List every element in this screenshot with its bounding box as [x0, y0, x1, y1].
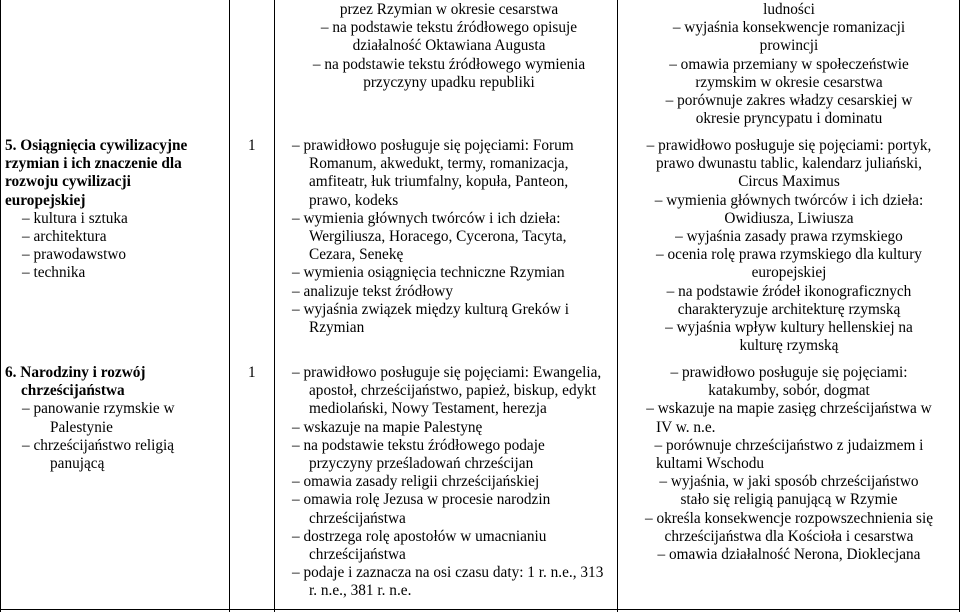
requirement-line: – omawia działalność Nerona, Dioklecjana	[657, 545, 921, 563]
basic-requirements-topic-6	[292, 364, 614, 600]
extended-requirements-topic-6	[622, 364, 956, 564]
table-border-2	[274, 0, 275, 612]
topic-5-item: – prawodawstwo	[22, 246, 127, 264]
requirement-line: – wyjaśnia wpływ kultury hellenskiej na	[665, 318, 913, 336]
requirement-line: ludności	[763, 1, 815, 18]
table-border-left	[0, 0, 1, 612]
requirement-line: – na podstawie tekstu źródłowego podaje	[292, 436, 545, 454]
topic-6-title-line: chrześcijaństwa	[21, 382, 125, 400]
topic-5-title-line: rozwoju cywilizacji	[5, 173, 131, 191]
requirement-line: rzymskim w okresie cesarstwa	[695, 73, 883, 91]
table-border-1	[229, 0, 230, 612]
requirement-line: r. n.e., 381 r. n.e.	[309, 582, 412, 600]
requirement-line: – prawidłowo posługuje się pojęciami: Forum	[292, 137, 574, 154]
requirement-line: Cezara, Senekę	[309, 246, 404, 264]
requirement-line: – wymienia osiągnięcia techniczne Rzymian	[292, 264, 565, 282]
topic-5-item: – kultura i sztuka	[22, 209, 128, 227]
requirement-line: chrześcijaństwa dla Kościoła i cesarstwa	[664, 527, 914, 545]
requirement-line: prowincji	[759, 37, 819, 55]
requirement-line: katakumby, sobór, dogmat	[708, 382, 870, 400]
requirement-line: – analizuje tekst źródłowy	[292, 282, 453, 300]
topic-6-item: Palestynie	[50, 418, 113, 436]
requirement-line: Owidiusza, Liwiusza	[724, 209, 854, 227]
hours-topic-6: 1	[248, 364, 256, 381]
requirement-line: działalność Oktawiana Augusta	[352, 37, 546, 55]
topic-5-item: – technika	[22, 264, 86, 282]
topic-6-item: panującą	[50, 454, 105, 472]
requirement-line: – porównuje zakres władzy cesarskiej w	[665, 91, 913, 109]
extended-requirements-topic-5	[622, 137, 956, 355]
requirement-line: – podaje i zaznacza na osi czasu daty: 1 r. n.e., 313	[292, 564, 604, 582]
requirement-line: amfiteatr, łuk triumfalny, kopuła, Panteon,	[309, 173, 569, 191]
requirement-line: okresie pryncypatu i dominatu	[695, 110, 883, 128]
requirement-line: – wyjaśnia, w jaki sposób chrześcijaństwo	[659, 473, 919, 491]
basic-requirements-top	[284, 1, 614, 92]
table-border-bottom	[0, 609, 960, 610]
requirement-line: – porównuje chrześcijaństwo z judaizmem i	[654, 436, 924, 454]
topic-5-cell	[5, 137, 227, 283]
requirement-line: – omawia rolę Jezusa w procesie narodzin	[292, 491, 551, 509]
requirement-line: prawo dwunastu tablic, kalendarz juliański,	[656, 155, 922, 173]
requirement-line: – wymienia głównych twórców i ich dzieła:	[654, 191, 924, 209]
requirement-line: prawo, kodeks	[309, 191, 399, 209]
requirement-line: przyczyny prześladowań chrześcijan	[309, 454, 534, 472]
topic-5-title-line: rzymian i ich znaczenie dla	[5, 155, 182, 173]
requirement-line: kultami Wschodu	[656, 454, 765, 472]
requirement-line: przyczyny upadku republiki	[363, 73, 535, 91]
requirement-line: Romanum, akwedukt, termy, romanizacja,	[309, 155, 569, 173]
topic-5-item: – architektura	[22, 227, 107, 245]
requirement-line: – na podstawie tekstu źródłowego wymienia	[312, 55, 586, 73]
requirement-line: europejskiej	[751, 264, 827, 282]
topic-5-title-line: 5. Osiągnięcia cywilizacyjne	[5, 137, 188, 154]
requirement-line: IV w. n.e.	[656, 418, 716, 436]
requirement-line: Rzymian	[309, 318, 365, 336]
hours-topic-5: 1	[248, 137, 256, 154]
requirement-line: – wskazuje na mapie zasięg chrześcijaństwa w	[646, 400, 932, 418]
requirement-line: mediolański, Nowy Testament, herezja	[309, 400, 547, 418]
table-border-3	[617, 0, 618, 612]
requirement-line: – prawidłowo posługuje się pojęciami: Ewangelia,	[292, 364, 602, 381]
requirement-line: – na podstawie tekstu źródłowego opisuje	[320, 19, 578, 37]
requirement-line: chrześcijaństwa	[309, 545, 406, 563]
requirement-line: – prawidłowo posługuje się pojęciami: portyk,	[646, 137, 932, 154]
extended-requirements-top	[622, 1, 956, 128]
basic-requirements-topic-5	[292, 137, 614, 337]
requirement-line: – wyjaśnia zasady prawa rzymskiego	[675, 227, 903, 245]
requirement-line: – dostrzega rolę apostołów w umacnianiu	[292, 527, 547, 545]
requirement-line: chrześcijaństwa	[309, 509, 406, 527]
requirement-line: stało się religią panującą w Rzymie	[680, 491, 898, 509]
requirement-line: – prawidłowo posługuje się pojęciami:	[670, 364, 908, 381]
topic-6-item: – panowanie rzymskie w	[22, 400, 175, 418]
topic-5-title-line: europejskiej	[5, 191, 86, 209]
requirement-line: Wergiliusza, Horacego, Cycerona, Tacyta,	[309, 227, 567, 245]
topic-6-item: – chrześcijaństwo religią	[22, 436, 175, 454]
requirement-line: kulturę rzymską	[739, 337, 839, 355]
requirement-line: – omawia przemiany w społeczeństwie	[669, 55, 909, 73]
requirement-line: przez Rzymian w okresie cesarstwa	[339, 1, 559, 18]
requirement-line: – omawia zasady religii chrześcijańskiej	[292, 473, 540, 491]
requirement-line: – wskazuje na mapie Palestynę	[292, 418, 483, 436]
topic-6-cell	[5, 364, 227, 473]
requirement-line: – wyjaśnia związek między kulturą Greków i	[292, 300, 569, 318]
topic-6-title-line: 6. Narodziny i rozwój	[5, 364, 146, 381]
requirement-line: Circus Maximus	[738, 173, 840, 191]
requirement-line: – na podstawie źródeł ikonograficznych	[666, 282, 912, 300]
requirement-line: – wyjaśnia konsekwencje romanizacji	[672, 19, 906, 37]
requirement-line: – wymienia głównych twórców i ich dzieła:	[292, 209, 561, 227]
requirement-line: charakteryzuje architekturę rzymską	[677, 300, 901, 318]
requirement-line: – określa konsekwencje rozpowszechnienia się	[645, 509, 933, 527]
requirement-line: – ocenia rolę prawa rzymskiego dla kultury	[656, 246, 922, 264]
requirement-line: apostoł, chrześcijaństwo, papież, biskup, edykt	[309, 382, 597, 400]
